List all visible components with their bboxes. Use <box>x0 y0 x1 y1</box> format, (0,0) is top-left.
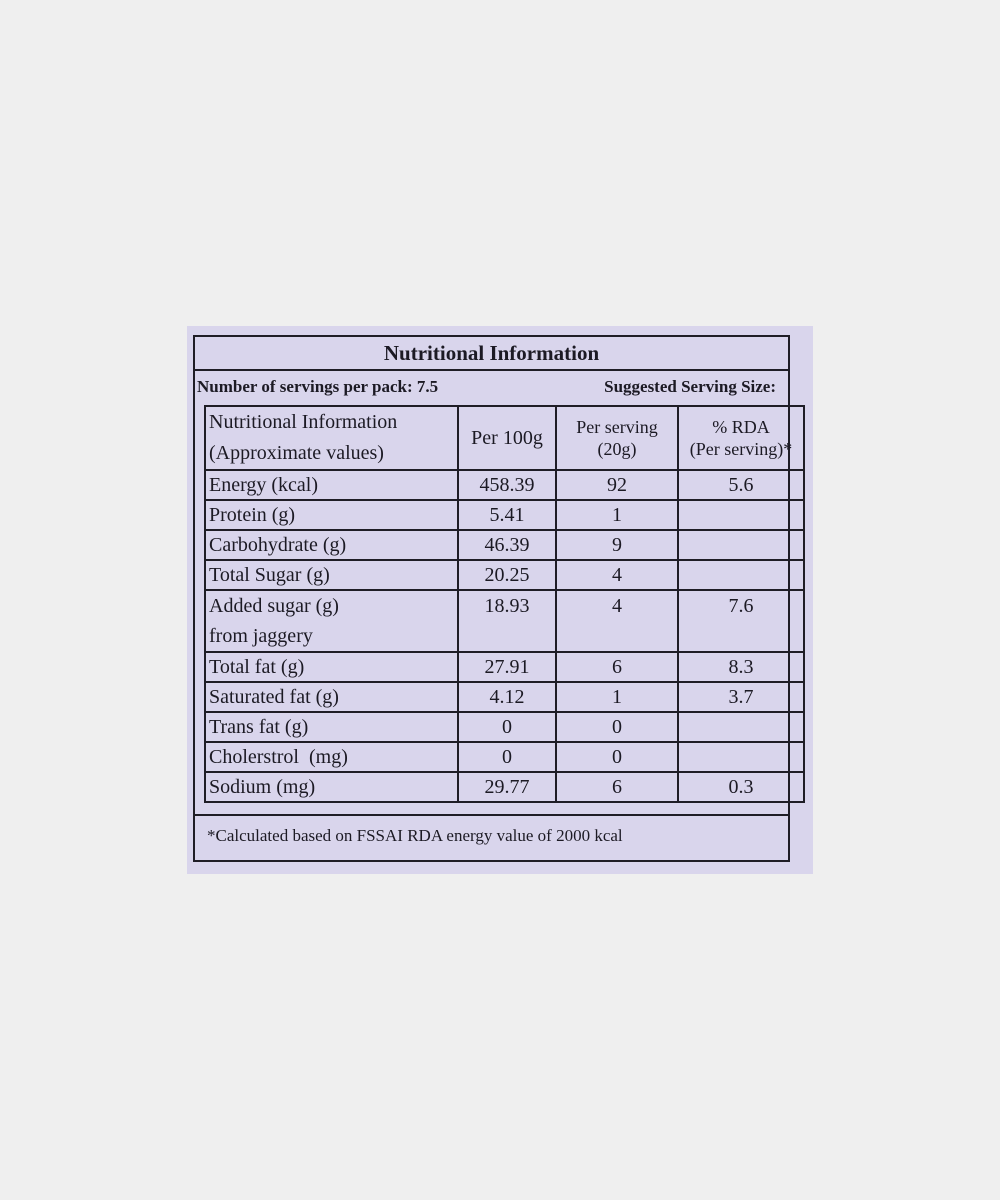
per-100g-value: 29.77 <box>458 772 556 802</box>
nutrient-name: Trans fat (g) <box>205 712 458 742</box>
footnote: *Calculated based on FSSAI RDA energy value of 2000 kcal <box>195 814 788 860</box>
table-row <box>205 712 804 742</box>
table-row <box>205 772 804 802</box>
nutrient-name: Total fat (g) <box>205 652 458 682</box>
header-nutrient-line1: Nutritional Information <box>209 411 398 433</box>
table-row <box>205 470 804 500</box>
servings-row <box>195 369 788 405</box>
header-rda <box>678 406 804 470</box>
header-per-serving-line2: (20g) <box>597 439 637 459</box>
per-100g-value: 18.93 <box>458 590 556 652</box>
rda-value: 7.6 <box>678 590 804 652</box>
table-row <box>205 530 804 560</box>
nutrient-name <box>205 590 458 652</box>
nutrition-table <box>204 405 805 803</box>
per-serving-value: 6 <box>556 652 678 682</box>
table-row <box>205 682 804 712</box>
per-100g-value: 46.39 <box>458 530 556 560</box>
per-100g-value: 458.39 <box>458 470 556 500</box>
rda-value <box>678 560 804 590</box>
table-row <box>205 560 804 590</box>
nutrient-name: Carbohydrate (g) <box>205 530 458 560</box>
per-serving-value: 6 <box>556 772 678 802</box>
header-nutrient <box>205 406 458 470</box>
header-per-100g <box>458 406 556 470</box>
header-per-serving-line1: Per serving <box>576 417 658 437</box>
per-100g-value: 0 <box>458 742 556 772</box>
rda-value <box>678 500 804 530</box>
table-row <box>205 652 804 682</box>
nutrient-name: Sodium (mg) <box>205 772 458 802</box>
nutrition-label <box>187 326 813 874</box>
table-row <box>205 590 804 652</box>
rda-value: 8.3 <box>678 652 804 682</box>
nutrition-table-frame <box>193 335 793 862</box>
per-serving-value: 92 <box>556 470 678 500</box>
nutrient-name: Total Sugar (g) <box>205 560 458 590</box>
nutrient-name: Saturated fat (g) <box>205 682 458 712</box>
label-title: Nutritional Information <box>195 337 788 371</box>
per-serving-value: 1 <box>556 682 678 712</box>
serving-size-label: Suggested Serving Size: <box>604 377 776 396</box>
nutrient-name-line1: Added sugar (g) <box>209 595 339 617</box>
rda-value: 0.3 <box>678 772 804 802</box>
table-header-row <box>205 406 804 470</box>
per-100g-value: 4.12 <box>458 682 556 712</box>
header-rda-line1: % RDA <box>712 417 770 437</box>
nutrient-name: Cholerstrol (mg) <box>205 742 458 772</box>
nutrient-name: Protein (g) <box>205 500 458 530</box>
rda-value <box>678 742 804 772</box>
per-serving-value: 9 <box>556 530 678 560</box>
per-serving-value: 0 <box>556 712 678 742</box>
header-nutrient-line2: (Approximate values) <box>209 442 384 464</box>
per-serving-value: 4 <box>556 560 678 590</box>
per-100g-value: 20.25 <box>458 560 556 590</box>
per-100g-value: 0 <box>458 712 556 742</box>
header-per-100g-label: Per 100g <box>471 427 543 449</box>
rda-value: 5.6 <box>678 470 804 500</box>
table-row <box>205 500 804 530</box>
per-100g-value: 5.41 <box>458 500 556 530</box>
rda-value <box>678 530 804 560</box>
table-row <box>205 742 804 772</box>
rda-value: 3.7 <box>678 682 804 712</box>
nutrient-name-line2: from jaggery <box>209 625 313 647</box>
header-rda-line2: (Per serving)* <box>689 439 793 459</box>
per-100g-value: 27.91 <box>458 652 556 682</box>
rda-value <box>678 712 804 742</box>
header-per-serving <box>556 406 678 470</box>
per-serving-value: 0 <box>556 742 678 772</box>
per-serving-value: 1 <box>556 500 678 530</box>
per-serving-value: 4 <box>556 590 678 652</box>
nutrient-name: Energy (kcal) <box>205 470 458 500</box>
servings-per-pack: Number of servings per pack: 7.5 <box>197 377 439 396</box>
